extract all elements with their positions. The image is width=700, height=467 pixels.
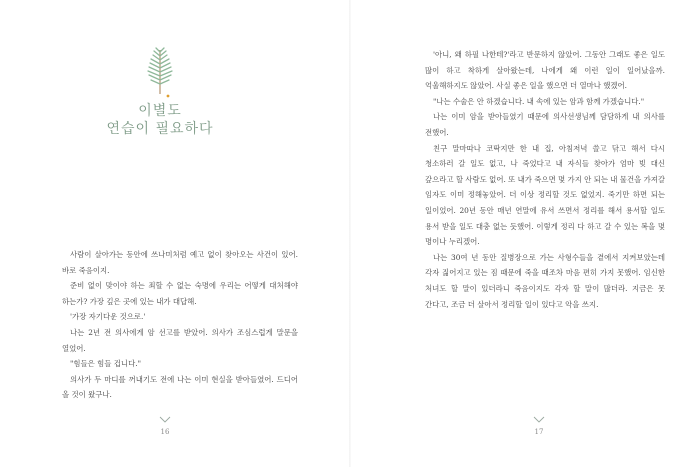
right-body-text [425,47,665,312]
paragraph: 나는 이미 암을 받아들였기 때문에 의사선생님께 담담하게 내 의사를 전했어. [425,112,665,137]
chevron-down-icon [159,416,171,423]
right-folio [524,416,554,436]
paragraph: "힘들은 힘들 겁니다." [70,359,141,369]
paragraph: 준비 없이 맞이야 하는 죄할 수 없는 숙명에 우리는 어떻게 대처해야 하는가? 가장 깊은 곳에 있는 내가 대답해. [62,281,298,306]
paragraph: '아니, 왜 하필 나한테?'라고 반문하지 않았어. 그동안 그래도 좋은 일도 많이 하고 착하게 살아왔는데, 나에게 왜 이런 일이 일어났을까. 억울해하지도 않았어. 사실 좋은 일을 했으면 더 열마나 했겠어. [425,50,665,91]
paragraph: 나는 2년 전 의사에게 암 선고를 받았어. 의사가 조심스럽게 말문을 열었어. [62,327,298,353]
paragraph: 친구 말마따나 코딱지만 한 내 집, 아침저녁 쓸고 닦고 해서 다시 청소하러 갈 일도 없고, 나 죽었다고 내 자식들 찾아가 엄마 빚 대신 갚으라고 할 사람도 없어. 또 내가 죽으면 몇 가지 안 되는 내 물건을 가져갈 임자도 이미 정해놓았어. 더 이상 정리할 것도 없었지. 죽기만 하면 되는 일이었어. 20년 동안 매년 연말에 유서 쓰면서 정리를 해서 용서할 일도 용서 받을 일도 대충 없는 듯했어. 이렇게 정리 다 하고 갈 수 있는 복을 몇 명이나 누리겠어. [425,143,665,247]
left-folio [150,416,180,436]
paragraph: '가장 자기다운 것으로.' [70,312,146,322]
chapter-title-line1: 이별도 [138,103,182,119]
pine-tree-icon [143,46,177,102]
paragraph: "나는 수술은 안 하겠습니다. 내 속에 있는 암과 함께 가겠습니다." [433,96,645,106]
chevron-down-icon [533,416,545,423]
chapter-title-line2: 연습이 필요하다 [106,121,214,137]
paragraph: 나는 30여 년 동안 질병장으로 가는 사형수들을 곁에서 지켜보았는데 각자 짊어지고 있는 짐 때문에 죽을 때조차 마음 편히 가지 못했어. 임신한 처녀도 할 말이 있더라니 죽음이지도 각자 할 말이 많더라. 지금은 못 간다고, 조금 더 살아서 정리할 일이 있다고 악을 쓰지. [425,252,665,309]
left-body-text [62,247,298,403]
paragraph: 의사가 두 마디를 꺼내기도 전에 나는 이미 현실을 받아들였어. 드디어 올 것이 왔구나. [62,374,298,400]
paragraph: 사람이 살아가는 동안에 쓰나미처럼 예고 없이 찾아오는 사건이 있어. 바로 죽음이지. [62,250,298,275]
page-number: 17 [534,428,544,436]
page-number: 16 [160,428,170,436]
